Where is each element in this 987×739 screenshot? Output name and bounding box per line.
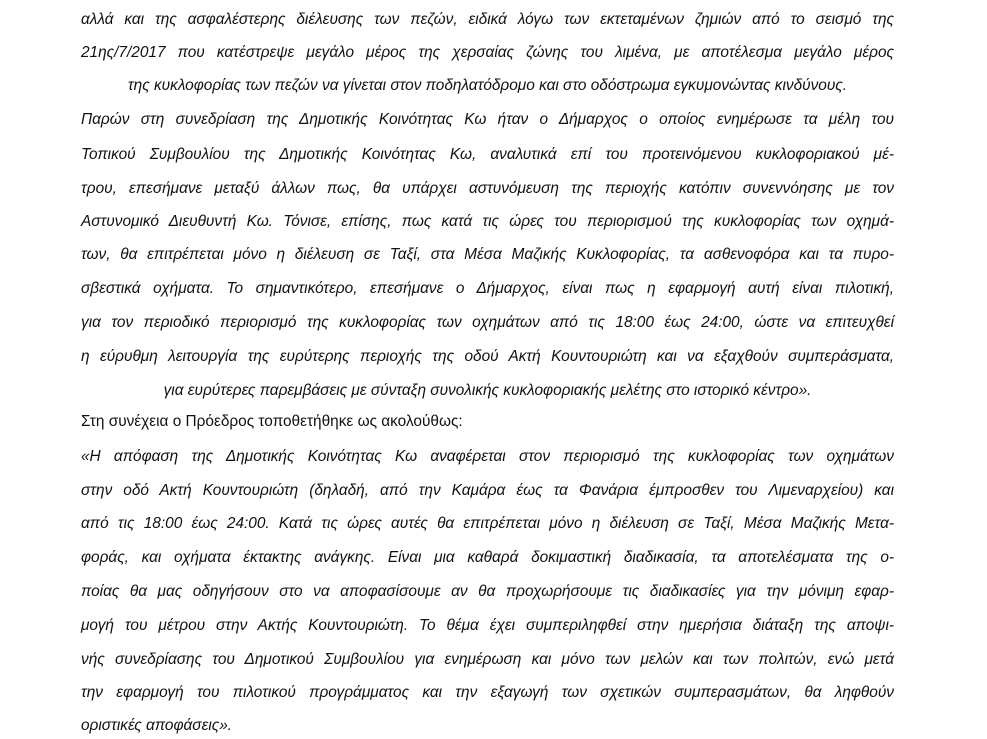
text-line: σβεστικά οχήματα. Το σημαντικότερο, επεσήμανε ο Δήμαρχος, είναι πως η εφαρμογή αυτή είναι πιλοτική, [81,280,894,297]
text-line: Τοπικού Συμβουλίου της Δημοτικής Κοινότητας Κω, αναλυτικά επί του προτεινόμενου κυκλοφοριακού μέ- [81,146,894,163]
text-line: η εύρυθμη λειτουργία της ευρύτερης περιοχής της οδού Ακτή Κουντουριώτη και να εξαχθούν συμπεράσματα, [81,348,894,365]
text-line: αλλά και της ασφαλέστερης διέλευσης των πεζών, ειδικά λόγω των εκτεταμένων ζημιών από το σεισμό της [81,11,894,28]
text-line: μογή του μέτρου στην Ακτής Κουντουριώτη. Το θέμα έχει συμπεριληφθεί στην ημερήσια διάταξη της αποψι- [81,617,894,634]
text-line: την εφαρμογή του πιλοτικού προγράμματος και την εξαγωγή των σχετικών συμπερασμάτων, θα ληφθούν [81,684,894,701]
text-line: «Η απόφαση της Δημοτικής Κοινότητας Κω αναφέρεται στον περιορισμό της κυκλοφορίας των οχημάτων [81,448,894,465]
text-line: Στη συνέχεια ο Πρόεδρος τοποθετήθηκε ως ακολούθως: [81,413,463,430]
text-line: για ευρύτερες παρεμβάσεις με σύνταξη συνολικής κυκλοφοριακής μελέτης στο ιστορικό κέντρο». [163,382,812,399]
text-line: νής συνεδρίασης του Δημοτικού Συμβουλίου για ενημέρωση και μόνο των μελών και των πολιτών, ενώ μετά [81,651,894,668]
text-line: οριστικές αποφάσεις». [81,717,233,734]
text-line: της κυκλοφορίας των πεζών να γίνεται στον ποδηλατόδρομο και στο οδόστρωμα εγκυμονώντας κινδύνους. [127,77,848,94]
text-line: φοράς, και οχήματα έκτακτης ανάγκης. Είναι μια καθαρά δοκιμαστική διαδικασία, τα αποτελέσματα της ο- [81,549,894,566]
text-line: για τον περιοδικό περιορισμό της κυκλοφορίας των οχημάτων από τις 18:00 έως 24:00, ώστε να επιτευχθεί [81,314,894,331]
text-line: 21ης/7/2017 που κατέστρεψε μεγάλο μέρος της χερσαίας ζώνης του λιμένα, με αποτέλεσμα μεγάλο μέρος [81,44,894,61]
text-line: Αστυνομικό Διευθυντή Κω. Τόνισε, επίσης, πως κατά τις ώρες του περιορισμού της κυκλοφορίας των οχημά- [81,213,894,230]
text-line: τρου, επεσήμανε μεταξύ άλλων πως, θα υπάρχει αστυνόμευση της περιοχής κατόπιν συνεννόησης με τον [81,180,894,197]
text-line: στην οδό Ακτή Κουντουριώτη (δηλαδή, από την Καμάρα έως τα Φανάρια έμπροσθεν του Λιμεναρχείου) και [81,482,894,499]
text-line: ποίας θα μας οδηγήσουν στο να αποφασίσουμε αν θα προχωρήσουμε τις διαδικασίες για την μόνιμη εφαρ- [81,583,894,600]
text-line: από τις 18:00 έως 24:00. Κατά τις ώρες αυτές θα επιτρέπεται μόνο η διέλευση σε Ταξί, Μέσα Μαζικής Μετα- [81,515,894,532]
text-line: των, θα επιτρέπεται μόνο η διέλευση σε Ταξί, στα Μέσα Μαζικής Κυκλοφορίας, τα ασθενοφόρα και τα πυρο- [81,246,894,263]
text-line: Παρών στη συνεδρίαση της Δημοτικής Κοινότητας Κω ήταν ο Δήμαρχος ο οποίος ενημέρωσε τα μέλη του [81,111,894,128]
